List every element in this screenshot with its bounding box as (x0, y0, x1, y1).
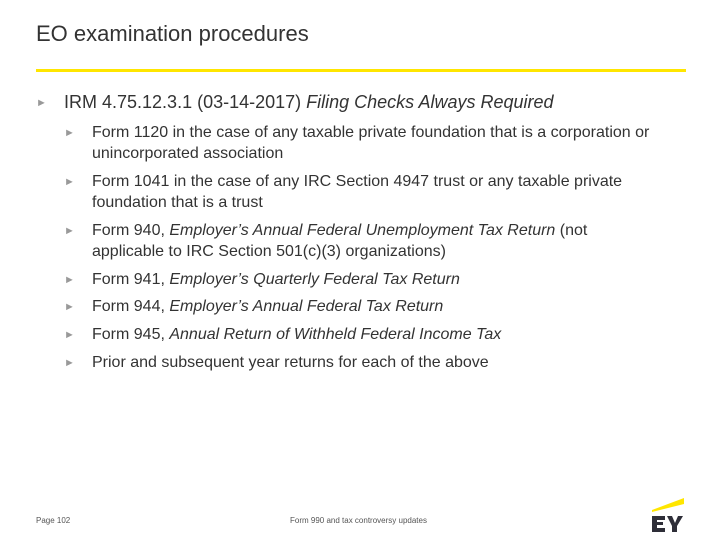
triangle-right-icon: ► (64, 127, 75, 139)
triangle-right-icon: ► (36, 97, 47, 109)
triangle-right-icon: ► (64, 176, 75, 188)
triangle-right-icon: ► (64, 274, 75, 286)
footer-text: Form 990 and tax controversy updates (290, 516, 427, 525)
page-number: Page 102 (36, 516, 71, 525)
triangle-right-icon: ► (64, 357, 75, 369)
triangle-right-icon: ► (64, 329, 75, 341)
triangle-right-icon: ► (64, 225, 75, 237)
title-divider (36, 69, 686, 72)
main-bullet-text: IRM 4.75.12.3.1 (03-14-2017) Filing Checks Always Required (64, 92, 554, 112)
slide-title: EO examination procedures (36, 21, 309, 46)
triangle-right-icon: ► (64, 301, 75, 313)
ey-logo-icon (650, 494, 686, 534)
